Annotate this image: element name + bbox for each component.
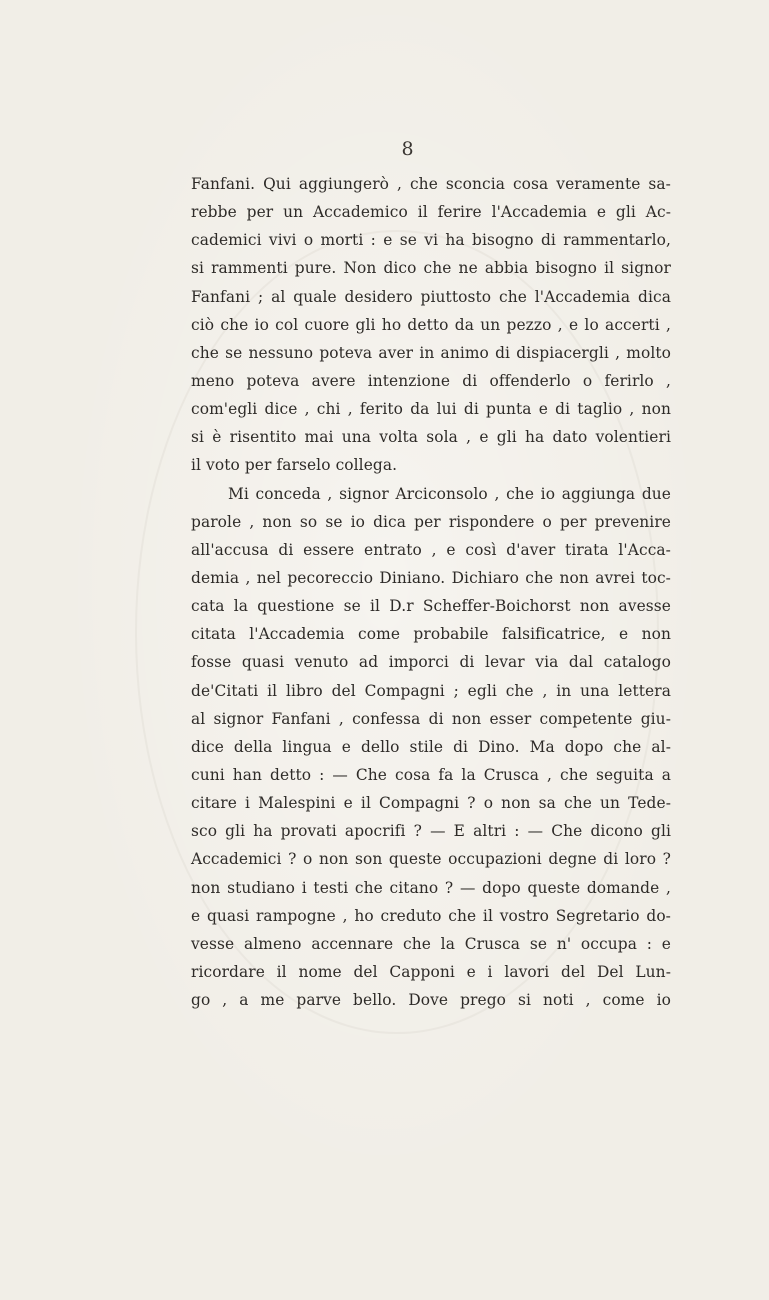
text-line: ricordare il nome del Capponi e i lavori del Del Lun- bbox=[191, 962, 671, 981]
text-line: vesse almeno accennare che la Crusca se n' occupa : e bbox=[191, 934, 671, 953]
text-line: dice della lingua e dello stile di Dino. Ma dopo che al- bbox=[191, 737, 671, 756]
text-line: rebbe per un Accademico il ferire l'Accademia e gli Ac- bbox=[191, 203, 671, 222]
text-line: go , a me parve bello. Dove prego si noti , come io bbox=[191, 991, 671, 1010]
text-line: cademici vivi o morti : e se vi ha bisogno di rammentarlo, bbox=[191, 231, 671, 250]
text-line: Accademici ? o non son queste occupazioni degne di loro ? bbox=[191, 850, 671, 869]
text-line: e quasi rampogne , ho creduto che il vostro Segretario do- bbox=[191, 906, 671, 925]
text-line: citare i Malespini e il Compagni ? o non sa che un Tede- bbox=[191, 794, 671, 813]
text-line: com'egli dice , chi , ferito da lui di punta e di taglio , non bbox=[191, 400, 671, 419]
text-line: parole , non so se io dica per rispondere o per prevenire bbox=[191, 512, 671, 531]
text-line: cata la questione se il D.r Scheffer-Boichorst non avesse bbox=[191, 597, 671, 616]
text-line: non studiano i testi che citano ? — dopo queste domande , bbox=[191, 878, 671, 897]
text-line: Mi conceda , signor Arciconsolo , che io aggiunga due bbox=[228, 484, 671, 503]
text-line: de'Citati il libro del Compagni ; egli che , in una lettera bbox=[191, 681, 671, 700]
body-text bbox=[191, 170, 671, 1014]
text-line: ciò che io col cuore gli ho detto da un pezzo , e lo accerti , bbox=[191, 315, 671, 334]
text-line: che se nessuno poteva aver in animo di dispiacergli , molto bbox=[191, 343, 671, 362]
text-line: si rammenti pure. Non dico che ne abbia bisogno il signor bbox=[191, 259, 671, 278]
text-line: cuni han detto : — Che cosa fa la Crusca , che seguita a bbox=[191, 765, 671, 784]
text-line: si è risentito mai una volta sola , e gli ha dato volentieri bbox=[191, 428, 671, 447]
page-number: 8 bbox=[401, 138, 414, 160]
text-line: meno poteva avere intenzione di offenderlo o ferirlo , bbox=[191, 371, 671, 390]
text-line: Fanfani ; al quale desidero piuttosto che l'Accademia dica bbox=[191, 287, 671, 306]
text-line: al signor Fanfani , confessa di non esser competente giu- bbox=[191, 709, 671, 728]
text-line: Fanfani. Qui aggiungerò , che sconcia cosa veramente sa- bbox=[191, 175, 671, 193]
text-line: fosse quasi venuto ad imporci di levar via dal catalogo bbox=[191, 653, 671, 672]
text-line: demia , nel pecoreccio Diniano. Dichiaro che non avrei toc- bbox=[191, 568, 671, 587]
text-line: sco gli ha provati apocrifi ? — E altri : — Che dicono gli bbox=[191, 822, 671, 841]
text-line: all'accusa di essere entrato , e così d'aver tirata l'Acca- bbox=[191, 540, 671, 559]
text-line: il voto per farselo collega. bbox=[191, 456, 398, 475]
text-line: citata l'Accademia come probabile falsificatrice, e non bbox=[191, 625, 671, 644]
